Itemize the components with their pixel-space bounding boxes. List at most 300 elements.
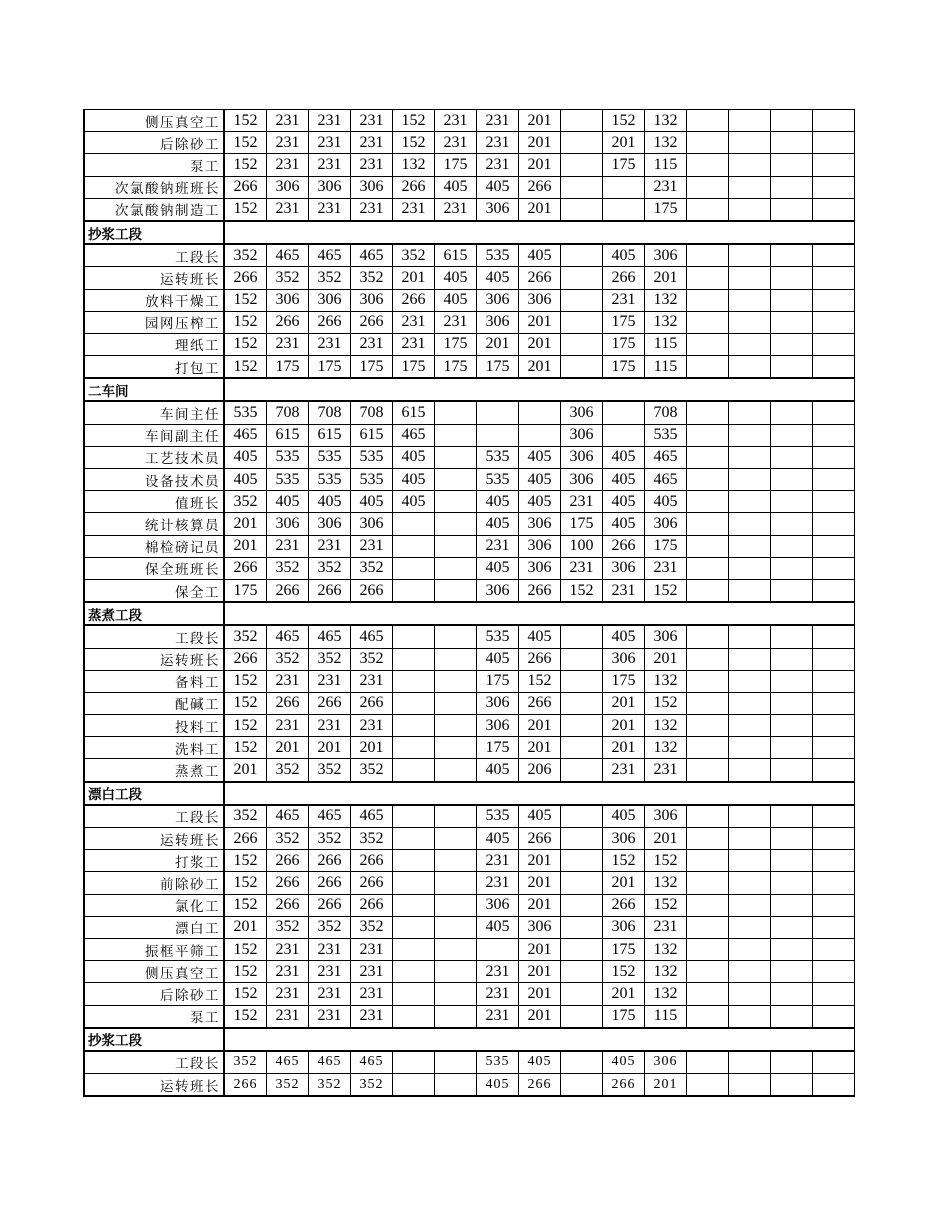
value-cell [561,1074,603,1097]
value-cell [687,805,729,828]
value-cell: 465 [645,469,687,491]
table-row [84,244,855,267]
value-cell [435,401,477,424]
value-cell: 152 [224,850,267,872]
value-cell: 405 [519,244,561,267]
value-cell: 266 [393,176,435,198]
value-cell: 266 [224,1074,267,1097]
value-cell [393,737,435,759]
value-cell: 405 [603,491,645,513]
value-cell: 152 [224,894,267,916]
value-cell: 535 [224,401,267,424]
value-cell: 306 [309,289,351,311]
salary-table [83,109,855,1097]
value-cell [435,670,477,692]
value-cell [771,625,813,648]
value-cell: 201 [477,333,519,355]
value-cell [729,872,771,894]
value-cell [771,535,813,557]
value-cell: 405 [519,446,561,468]
value-cell: 405 [603,513,645,535]
value-cell: 266 [351,872,393,894]
value-cell: 175 [603,333,645,355]
value-cell [729,938,771,960]
value-cell [729,759,771,782]
value-cell: 405 [477,176,519,198]
table-row [84,1005,855,1028]
job-title-cell: 园网压榨工 [84,311,224,333]
value-cell [435,1074,477,1097]
value-cell: 175 [645,535,687,557]
value-cell: 306 [477,579,519,602]
value-cell: 266 [603,535,645,557]
value-cell: 175 [224,579,267,602]
value-cell [771,737,813,759]
value-cell [561,670,603,692]
value-cell: 266 [224,176,267,198]
value-cell: 405 [519,469,561,491]
value-cell [771,513,813,535]
value-cell: 132 [645,289,687,311]
value-cell [687,1051,729,1074]
value-cell [771,1005,813,1028]
section-header-row [84,378,855,401]
job-title-cell: 蒸煮工 [84,759,224,782]
job-title-cell: 统计核算员 [84,513,224,535]
value-cell [687,267,729,289]
value-cell [687,535,729,557]
job-title-cell: 投料工 [84,715,224,737]
value-cell [687,176,729,198]
job-title-cell: 前除砂工 [84,872,224,894]
value-cell [561,244,603,267]
job-title-cell: 理纸工 [84,333,224,355]
value-cell: 306 [309,176,351,198]
value-cell: 201 [519,872,561,894]
table-row [84,850,855,872]
value-cell [393,983,435,1005]
value-cell [813,692,855,714]
value-cell: 231 [393,198,435,221]
value-cell [729,983,771,1005]
value-cell: 306 [351,289,393,311]
value-cell [687,333,729,355]
value-cell [729,424,771,446]
value-cell [393,579,435,602]
value-cell [813,513,855,535]
table-row [84,938,855,960]
value-cell [561,1051,603,1074]
value-cell: 405 [477,267,519,289]
value-cell: 231 [477,110,519,132]
value-cell [393,1074,435,1097]
value-cell: 201 [603,872,645,894]
table-row [84,154,855,176]
value-cell [813,983,855,1005]
value-cell [393,670,435,692]
value-cell: 708 [267,401,309,424]
value-cell [813,625,855,648]
job-title-cell: 值班长 [84,491,224,513]
value-cell: 231 [351,715,393,737]
value-cell [435,805,477,828]
value-cell: 266 [267,850,309,872]
value-cell: 201 [224,759,267,782]
value-cell [435,469,477,491]
value-cell [435,424,477,446]
value-cell [729,850,771,872]
value-cell [729,289,771,311]
value-cell [729,1005,771,1028]
value-cell [729,648,771,670]
value-cell: 266 [519,648,561,670]
value-cell: 231 [267,983,309,1005]
value-cell [687,850,729,872]
value-cell: 175 [603,356,645,379]
value-cell: 175 [351,356,393,379]
value-cell [435,557,477,579]
value-cell: 152 [224,961,267,983]
value-cell: 175 [603,154,645,176]
value-cell: 175 [435,333,477,355]
value-cell: 352 [267,828,309,850]
value-cell: 115 [645,356,687,379]
value-cell [435,579,477,602]
value-cell [435,828,477,850]
value-cell: 405 [603,805,645,828]
value-cell: 231 [267,154,309,176]
value-cell [729,579,771,602]
value-cell: 405 [519,625,561,648]
value-cell: 231 [477,983,519,1005]
value-cell: 132 [645,961,687,983]
value-cell: 231 [393,311,435,333]
section-header-row [84,602,855,625]
value-cell: 231 [309,670,351,692]
value-cell: 175 [393,356,435,379]
value-cell [771,333,813,355]
value-cell [477,401,519,424]
value-cell: 132 [645,737,687,759]
value-cell [687,469,729,491]
value-cell [813,938,855,960]
value-cell: 175 [435,356,477,379]
section-header-fill [224,378,855,401]
value-cell: 201 [519,110,561,132]
table-row [84,759,855,782]
value-cell: 405 [603,244,645,267]
value-cell [729,513,771,535]
value-cell: 152 [224,311,267,333]
value-cell [813,401,855,424]
value-cell: 231 [309,961,351,983]
value-cell: 352 [267,759,309,782]
value-cell: 231 [603,289,645,311]
value-cell [435,692,477,714]
value-cell: 231 [477,154,519,176]
value-cell: 535 [477,244,519,267]
value-cell: 465 [351,1051,393,1074]
value-cell [771,356,813,379]
value-cell: 175 [477,670,519,692]
job-title-cell: 工段长 [84,244,224,267]
value-cell [561,356,603,379]
table-row [84,625,855,648]
value-cell [393,961,435,983]
value-cell [687,244,729,267]
value-cell: 465 [351,805,393,828]
value-cell: 405 [435,176,477,198]
section-header-row [84,1028,855,1051]
value-cell: 175 [435,154,477,176]
value-cell: 231 [309,198,351,221]
job-title-cell: 泵工 [84,154,224,176]
value-cell: 152 [224,333,267,355]
table-row [84,916,855,938]
value-cell [687,715,729,737]
value-cell: 206 [519,759,561,782]
value-cell: 175 [603,670,645,692]
job-title-cell: 打包工 [84,356,224,379]
section-title: 蒸煮工段 [84,602,224,625]
value-cell: 306 [603,828,645,850]
value-cell [729,267,771,289]
value-cell [813,737,855,759]
value-cell [729,557,771,579]
value-cell: 231 [561,491,603,513]
value-cell: 266 [603,267,645,289]
value-cell: 465 [267,244,309,267]
job-title-cell: 运转班长 [84,648,224,670]
value-cell: 152 [645,692,687,714]
value-cell: 175 [267,356,309,379]
value-cell: 306 [561,469,603,491]
value-cell: 175 [603,311,645,333]
value-cell: 465 [351,625,393,648]
value-cell: 152 [224,737,267,759]
value-cell [561,916,603,938]
value-cell [813,311,855,333]
value-cell [729,469,771,491]
value-cell: 152 [224,289,267,311]
value-cell [813,916,855,938]
value-cell: 231 [309,154,351,176]
table-row [84,513,855,535]
value-cell: 266 [519,692,561,714]
value-cell: 231 [645,759,687,782]
value-cell: 266 [267,872,309,894]
value-cell [771,648,813,670]
value-cell [393,850,435,872]
value-cell: 405 [477,759,519,782]
value-cell: 201 [351,737,393,759]
value-cell: 306 [603,916,645,938]
value-cell: 231 [267,535,309,557]
value-cell [813,1005,855,1028]
value-cell [561,894,603,916]
value-cell: 306 [351,513,393,535]
value-cell: 465 [309,625,351,648]
value-cell: 405 [393,491,435,513]
value-cell: 152 [393,110,435,132]
value-cell [393,805,435,828]
section-header-row [84,221,855,244]
value-cell: 306 [645,1051,687,1074]
value-cell [687,424,729,446]
value-cell [771,805,813,828]
value-cell [477,938,519,960]
value-cell [561,759,603,782]
value-cell [813,132,855,154]
value-cell: 115 [645,1005,687,1028]
value-cell: 306 [477,894,519,916]
value-cell [435,1051,477,1074]
value-cell: 201 [519,132,561,154]
value-cell: 132 [645,872,687,894]
value-cell: 231 [393,333,435,355]
value-cell: 352 [224,491,267,513]
job-title-cell: 后除砂工 [84,132,224,154]
value-cell: 132 [645,110,687,132]
value-cell [393,916,435,938]
value-cell [687,938,729,960]
value-cell: 231 [309,938,351,960]
value-cell [393,759,435,782]
value-cell [771,579,813,602]
value-cell: 231 [267,938,309,960]
value-cell: 306 [603,648,645,670]
value-cell [771,176,813,198]
value-cell [813,469,855,491]
value-cell: 535 [351,446,393,468]
value-cell: 231 [351,1005,393,1028]
value-cell [771,850,813,872]
value-cell [729,715,771,737]
value-cell [813,110,855,132]
job-title-cell: 保全班班长 [84,557,224,579]
value-cell: 405 [477,916,519,938]
value-cell: 231 [309,715,351,737]
value-cell: 615 [393,401,435,424]
value-cell [729,244,771,267]
value-cell: 231 [267,961,309,983]
value-cell [771,938,813,960]
value-cell [519,401,561,424]
value-cell: 535 [267,469,309,491]
job-title-cell: 设备技术员 [84,469,224,491]
value-cell: 266 [603,1074,645,1097]
value-cell: 266 [224,648,267,670]
table-row [84,557,855,579]
table-row [84,1051,855,1074]
value-cell: 201 [393,267,435,289]
value-cell: 266 [224,828,267,850]
value-cell: 201 [224,535,267,557]
value-cell [561,1005,603,1028]
value-cell [435,916,477,938]
table-row [84,961,855,983]
value-cell [687,894,729,916]
value-cell: 465 [309,244,351,267]
value-cell [603,198,645,221]
job-title-cell: 保全工 [84,579,224,602]
value-cell: 352 [351,828,393,850]
value-cell: 152 [645,894,687,916]
value-cell: 266 [351,311,393,333]
value-cell: 231 [645,916,687,938]
value-cell: 231 [267,110,309,132]
value-cell: 266 [351,850,393,872]
value-cell: 405 [477,513,519,535]
value-cell [561,198,603,221]
value-cell: 152 [224,110,267,132]
value-cell: 306 [561,446,603,468]
value-cell [477,424,519,446]
value-cell: 231 [309,535,351,557]
value-cell [561,828,603,850]
value-cell: 231 [351,154,393,176]
salary-table-body [84,110,855,1097]
value-cell [813,198,855,221]
value-cell: 306 [645,625,687,648]
value-cell: 231 [267,1005,309,1028]
value-cell [687,1005,729,1028]
value-cell: 615 [309,424,351,446]
value-cell: 306 [519,513,561,535]
value-cell [435,625,477,648]
value-cell: 201 [519,1005,561,1028]
value-cell [771,759,813,782]
value-cell [771,401,813,424]
value-cell [561,267,603,289]
value-cell: 266 [519,828,561,850]
table-row [84,311,855,333]
value-cell: 175 [603,1005,645,1028]
value-cell: 405 [603,1051,645,1074]
value-cell: 132 [393,154,435,176]
job-title-cell: 侧压真空工 [84,110,224,132]
value-cell [771,894,813,916]
value-cell: 352 [224,625,267,648]
value-cell [813,356,855,379]
value-cell: 405 [603,446,645,468]
section-header-fill [224,221,855,244]
job-title-cell: 棉检磅记员 [84,535,224,557]
value-cell [561,961,603,983]
table-row [84,110,855,132]
value-cell: 352 [351,557,393,579]
value-cell: 231 [561,557,603,579]
value-cell [561,850,603,872]
value-cell [687,198,729,221]
value-cell: 231 [477,132,519,154]
table-row [84,132,855,154]
value-cell [771,1051,813,1074]
table-row [84,491,855,513]
table-row [84,424,855,446]
value-cell: 352 [351,916,393,938]
value-cell [813,535,855,557]
value-cell: 352 [267,267,309,289]
value-cell [771,1074,813,1097]
value-cell: 231 [351,670,393,692]
value-cell: 115 [645,154,687,176]
value-cell [813,1051,855,1074]
value-cell: 405 [645,491,687,513]
job-title-cell: 车间副主任 [84,424,224,446]
table-row [84,670,855,692]
value-cell [729,311,771,333]
